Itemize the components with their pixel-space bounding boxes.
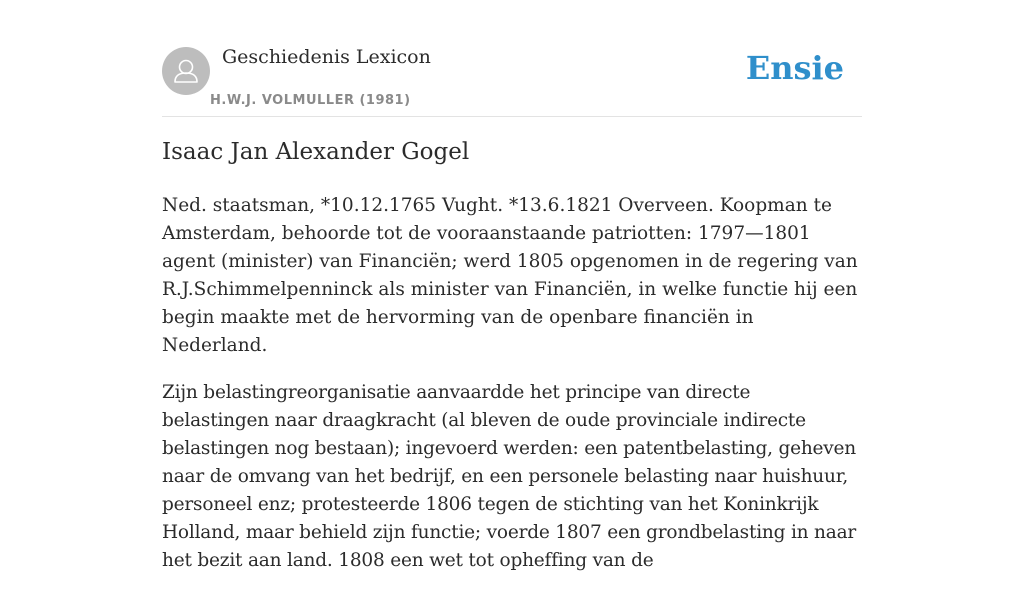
source-title[interactable]: Geschiedenis Lexicon xyxy=(222,46,431,68)
article-body xyxy=(162,192,862,594)
article-title: Isaac Jan Alexander Gogel xyxy=(162,139,470,165)
paragraph: Ned. staatsman, *10.12.1765 Vught. *13.6.1821 Overveen. Koopman te Amsterdam, behoorde tot de vooraanstaande patriotten: 1797—1801 agent (minister) van Financiën; werd 1805 opgenomen in de regering van R.J.Schimmelpenninck als minister van Financiën, in welke functie hij een begin maakte met de hervorming van de openbare financiën in Nederland. xyxy=(162,195,858,356)
avatar[interactable] xyxy=(162,47,210,95)
header xyxy=(162,0,862,117)
author-label[interactable]: H.W.J. VOLMULLER (1981) xyxy=(210,93,411,108)
user-icon xyxy=(162,47,210,95)
page xyxy=(162,0,862,571)
brand-logo[interactable]: Ensie xyxy=(745,49,844,87)
paragraph: Zijn belastingreorganisatie aanvaardde het principe van directe belastingen naar draagkracht (al bleven de oude provinciale indirecte belastingen nog bestaan); ingevoerd werden: een patentbelasting, geheven naar de omvang van het bedrijf, en een personele belasting naar huishuur, personeel enz; protesteerde 1806 tegen de stichting van het Koninkrijk Holland, maar behield zijn functie; voerde 1807 een grondbelasting in naar het bezit aan land. 1808 een wet tot opheffing van de xyxy=(162,382,857,571)
